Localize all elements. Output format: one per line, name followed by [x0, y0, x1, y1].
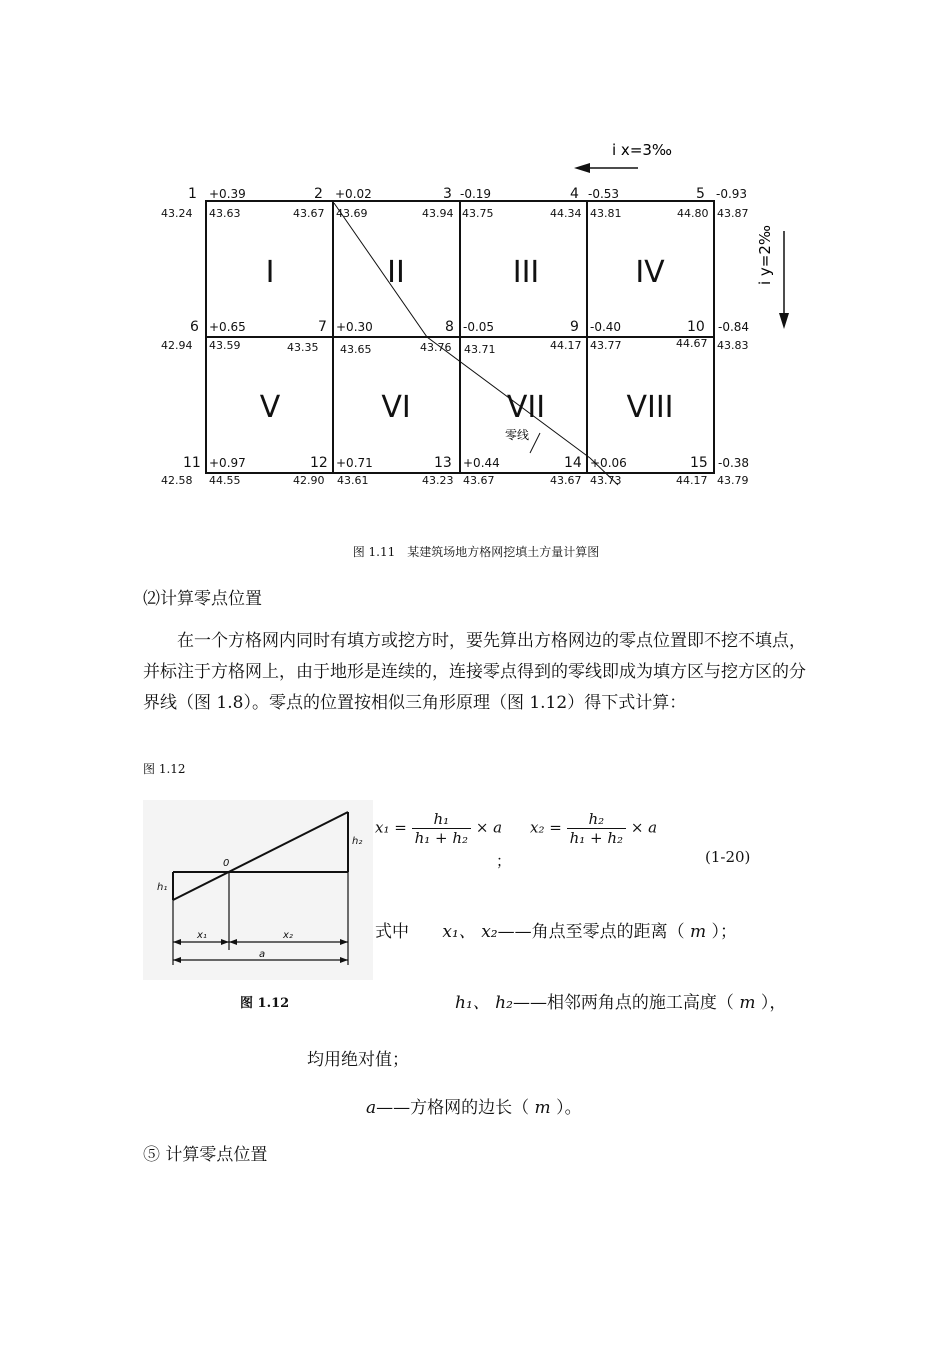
definition-unit: m: [690, 922, 707, 942]
elevation: 43.94: [422, 207, 454, 220]
construction-height: -0.93: [716, 187, 748, 201]
elevation: 43.73: [590, 474, 622, 487]
elevation: 43.69: [336, 207, 368, 220]
elevation: 44.17: [676, 474, 708, 487]
cell-label: III: [512, 255, 540, 290]
definition-absolute: 均用绝对值；: [307, 1050, 409, 1070]
triangle-diagram: [143, 800, 373, 980]
definition-var: a: [366, 1098, 377, 1118]
definition-text: ——角点至零点的距离（: [497, 922, 691, 942]
cell-label: V: [259, 390, 281, 425]
formula-times-a: × a: [630, 818, 658, 837]
construction-height: +0.71: [336, 456, 373, 470]
construction-height: +0.39: [209, 187, 246, 201]
cell-label: VI: [381, 390, 411, 425]
elevation: 42.90: [293, 474, 325, 487]
slope-x-label: i x=3‰: [612, 141, 673, 159]
formula-x2: [530, 810, 657, 847]
construction-height: +0.65: [209, 320, 246, 334]
definition-unit: m: [739, 993, 756, 1013]
corner-number: 3: [443, 186, 452, 202]
formula-x2-numerator: h₂: [567, 810, 626, 829]
elevation: 43.77: [590, 339, 622, 352]
elevation: 43.61: [337, 474, 369, 487]
definition-prefix: 式中: [375, 922, 409, 942]
elevation: 43.59: [209, 339, 241, 352]
definition-end: ），: [755, 993, 787, 1013]
elevation: 43.81: [590, 207, 622, 220]
cell-label: I: [265, 255, 275, 290]
construction-height: +0.97: [209, 456, 246, 470]
formula-x2-fraction: [567, 810, 626, 847]
elevation: 43.24: [161, 207, 193, 220]
section-heading: ⑵计算零点位置: [143, 589, 262, 609]
construction-height: -0.84: [718, 320, 750, 334]
construction-height: +0.44: [463, 456, 500, 470]
construction-height: +0.06: [590, 456, 627, 470]
elevation: 43.76: [420, 341, 452, 354]
corner-number: 2: [314, 186, 323, 202]
formula-x2-lhs: x₂ =: [530, 818, 562, 837]
elevation: 43.71: [464, 343, 496, 356]
definition-h: [455, 988, 786, 1013]
formula-x1-denominator: h₁ + h₂: [414, 829, 469, 847]
formula-x1-fraction: [412, 810, 471, 847]
definition-end: ）；: [706, 922, 738, 942]
corner-number: 6: [190, 319, 199, 335]
elevation: 42.94: [161, 339, 193, 352]
construction-height: -0.05: [463, 320, 495, 334]
elevation: 44.67: [676, 337, 708, 350]
corner-number: 11: [183, 455, 201, 471]
figure-label: 图 1.12: [143, 762, 186, 776]
formula-x1-lhs: x₁ =: [375, 818, 407, 837]
body-paragraph: 在一个方格网内同时有填方或挖方时，要先算出方格网边的零点位置即不挖不填点，并标注于方格网上，由于地形是连续的，连接零点得到的零线即成为填方区与挖方区的分界线（图 1.8）。零点的位置按相似三角形原理（图 1.12）得下式计算：: [143, 631, 806, 713]
x2-label: x₂: [283, 930, 293, 941]
elevation: 44.17: [550, 339, 582, 352]
formula-times-a: × a: [475, 818, 503, 837]
elevation: 43.75: [462, 207, 494, 220]
construction-height: -0.19: [460, 187, 492, 201]
equation-number: (1-20): [705, 848, 751, 866]
formula-separator: ；: [496, 852, 512, 870]
elevation: 43.63: [209, 207, 241, 220]
a-label: a: [259, 949, 266, 960]
definition-x: [375, 917, 737, 942]
definition-text: ——相邻两角点的施工高度（: [512, 993, 740, 1013]
corner-number: 12: [310, 455, 328, 471]
section-heading-2: ⑤ 计算零点位置: [143, 1145, 268, 1165]
grid-figure: [150, 135, 810, 495]
construction-height: -0.40: [590, 320, 622, 334]
corner-number: 5: [696, 186, 705, 202]
cell-label: VII: [506, 390, 546, 425]
triangle-figure: [143, 800, 373, 980]
definition-unit: m: [534, 1098, 551, 1118]
elevation: 44.55: [209, 474, 241, 487]
cell-label: II: [387, 255, 405, 290]
formula-x1: [375, 810, 502, 847]
construction-height: -0.53: [588, 187, 620, 201]
definition-vars: h₁、 h₂: [455, 993, 513, 1013]
definition-end: ）。: [550, 1098, 582, 1118]
definition-a: [366, 1093, 582, 1118]
triangle-caption: 图 1.12: [240, 996, 290, 1011]
elevation: 43.67: [550, 474, 582, 487]
elevation: 43.23: [422, 474, 454, 487]
corner-number: 4: [570, 186, 579, 202]
slope-y-label: i y=2‰: [756, 224, 774, 285]
corner-number: 13: [434, 455, 452, 471]
elevation: 43.65: [340, 343, 372, 356]
cell-label: IV: [635, 255, 665, 290]
elevation: 44.80: [677, 207, 709, 220]
elevation: 44.34: [550, 207, 582, 220]
corner-number: 1: [188, 186, 197, 202]
construction-height: +0.30: [336, 320, 373, 334]
construction-height: -0.38: [718, 456, 750, 470]
corner-number: 14: [564, 455, 582, 471]
figure-caption: 图 1.11 某建筑场地方格网挖填土方量计算图: [352, 545, 600, 559]
corner-number: 7: [318, 319, 327, 335]
corner-number: 10: [687, 319, 705, 335]
h2-label: h₂: [352, 836, 363, 847]
elevation: 43.67: [293, 207, 325, 220]
elevation: 43.67: [463, 474, 495, 487]
elevation: 43.83: [717, 339, 749, 352]
elevation: 43.87: [717, 207, 749, 220]
x1-label: x₁: [197, 930, 207, 941]
formula-x1-numerator: h₁: [412, 810, 471, 829]
definition-vars: x₁、 x₂: [442, 922, 498, 942]
cell-label: VIII: [626, 390, 674, 425]
elevation: 42.58: [161, 474, 193, 487]
zero-point-label: 0: [223, 858, 230, 869]
corner-number: 15: [690, 455, 708, 471]
zero-line-label: 零线: [505, 428, 530, 442]
definition-text: ——方格网的边长（: [376, 1098, 535, 1118]
h1-label: h₁: [157, 882, 168, 893]
formula-x2-denominator: h₁ + h₂: [569, 829, 624, 847]
elevation: 43.35: [287, 341, 319, 354]
elevation: 43.79: [717, 474, 749, 487]
construction-height: +0.02: [335, 187, 372, 201]
corner-number: 9: [570, 319, 579, 335]
corner-number: 8: [445, 319, 454, 335]
